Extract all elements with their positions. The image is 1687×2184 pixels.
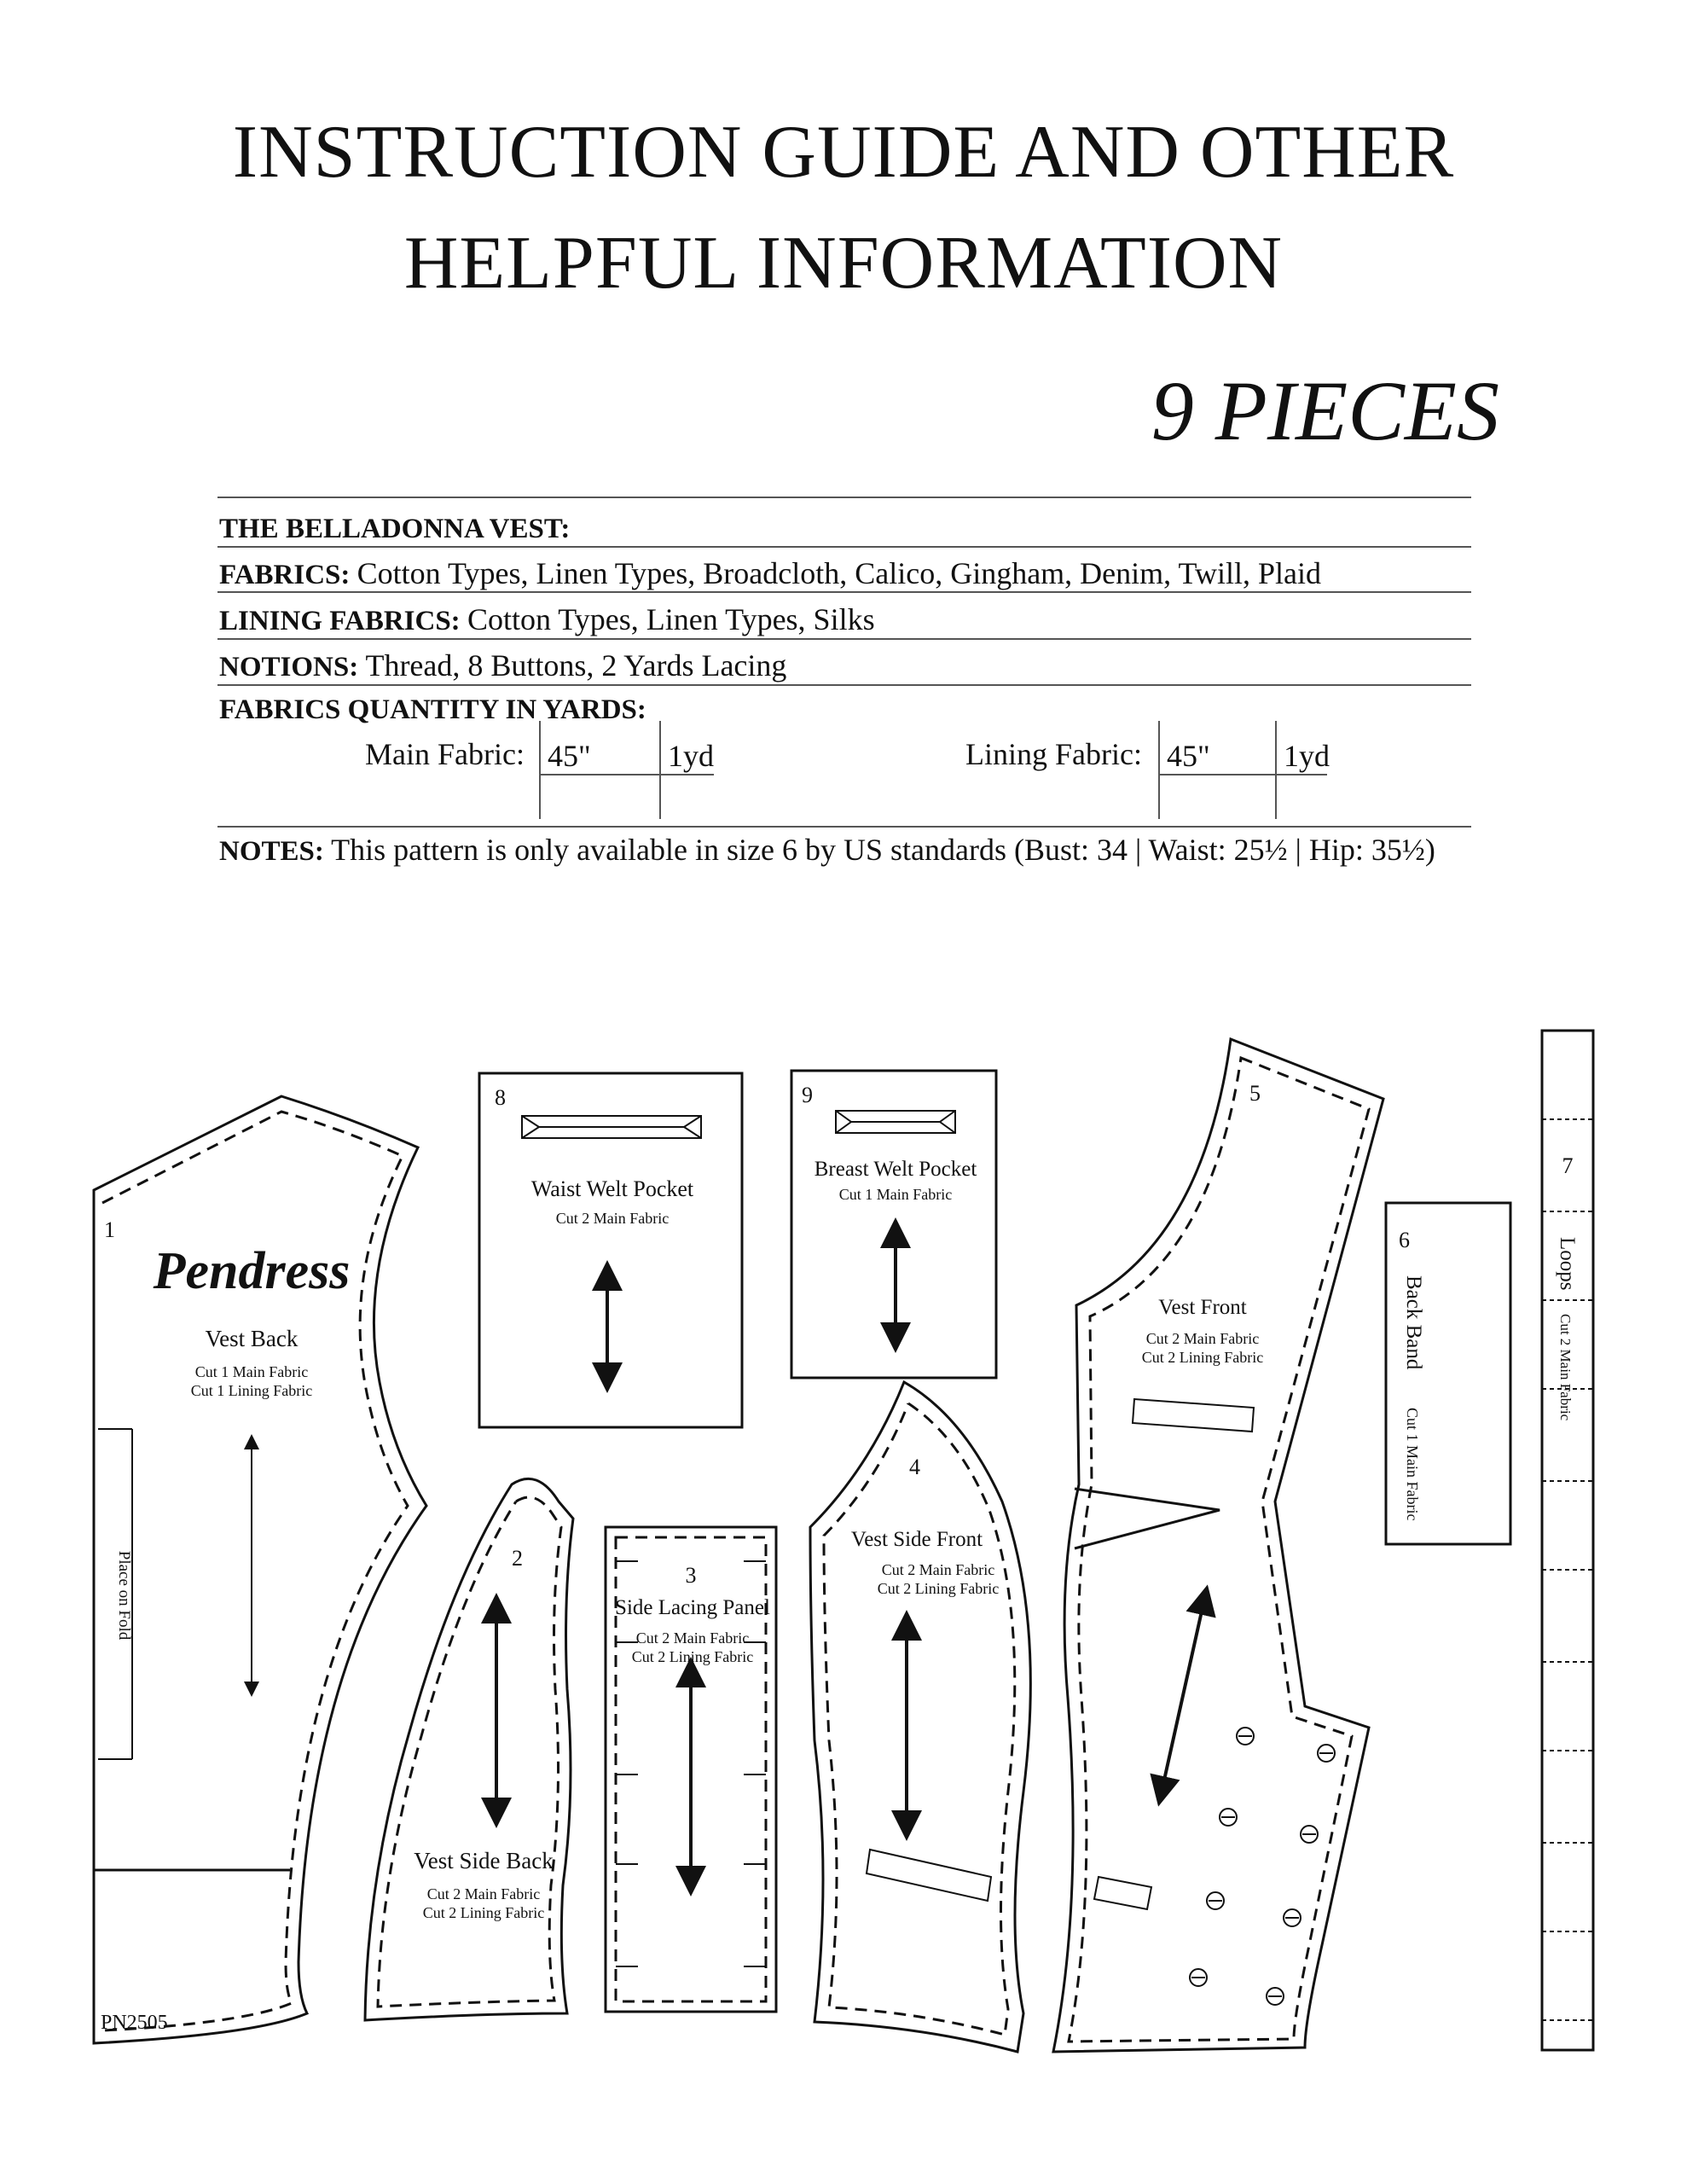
piece-name: Back Band <box>1402 1275 1425 1370</box>
piece-name: Breast Welt Pocket <box>814 1158 977 1181</box>
piece-number: 3 <box>685 1563 697 1588</box>
piece-number: 9 <box>802 1083 813 1107</box>
piece-cut: Cut 1 Main Fabric <box>194 1363 309 1380</box>
piece-vest-side-back <box>365 1478 573 2020</box>
piece-waist-welt-pocket <box>479 1073 742 1427</box>
brand-logo: Pendress <box>153 1242 351 1300</box>
piece-number: 7 <box>1562 1153 1574 1178</box>
lining-fabric-width: 45" <box>1167 739 1210 773</box>
piece-number: 6 <box>1399 1228 1410 1252</box>
piece-cut: Cut 1 Main Fabric <box>838 1186 953 1203</box>
fabrics-value: Cotton Types, Linen Types, Broadcloth, Calico, Gingham, Denim, Twill, Plaid <box>357 556 1321 590</box>
piece-cut: Cut 2 Main Fabric <box>1557 1314 1574 1421</box>
piece-name: Vest Front <box>1158 1296 1247 1319</box>
lining-fabric-label: Lining Fabric: <box>965 737 1142 771</box>
piece-cut: Cut 1 Main Fabric <box>1404 1408 1421 1521</box>
piece-name: Side Lacing Panel <box>615 1596 770 1619</box>
piece-name: Loops <box>1556 1237 1579 1291</box>
piece-vest-back <box>94 1096 426 2043</box>
piece-cut: Cut 2 Main Fabric <box>635 1629 750 1647</box>
piece-cut: Cut 2 Main Fabric <box>426 1885 541 1902</box>
piece-loops <box>1542 1031 1593 2050</box>
piece-name: Waist Welt Pocket <box>530 1176 694 1201</box>
piece-cut: Cut 2 Main Fabric <box>1145 1330 1260 1347</box>
piece-cut: Cut 2 Lining Fabric <box>1141 1349 1264 1366</box>
notions-value: Thread, 8 Buttons, 2 Yards Lacing <box>365 648 787 682</box>
main-fabric-label: Main Fabric: <box>365 737 525 771</box>
piece-cut: Cut 2 Lining Fabric <box>877 1580 1000 1597</box>
quantity-label: FABRICS QUANTITY IN YARDS: <box>219 694 646 725</box>
main-fabric-yards: 1yd <box>668 739 714 773</box>
piece-number: 5 <box>1249 1081 1261 1106</box>
guide-title-line-2: HELPFUL INFORMATION <box>403 222 1284 305</box>
piece-cut: Cut 1 Lining Fabric <box>190 1382 313 1399</box>
piece-breast-welt-pocket <box>791 1071 996 1378</box>
notions-label: NOTIONS: <box>219 652 359 682</box>
piece-vest-front <box>1053 1039 1383 2052</box>
notes-label: NOTES: <box>219 836 324 867</box>
piece-name: Vest Back <box>205 1326 299 1351</box>
fabrics-label: FABRICS: <box>219 560 351 590</box>
lining-label: LINING FABRICS: <box>219 606 461 636</box>
lining-fabric-yards: 1yd <box>1284 739 1330 773</box>
fold-label: Place on Fold <box>115 1550 133 1641</box>
guide-title-line-1: INSTRUCTION GUIDE AND OTHER <box>232 111 1455 194</box>
piece-number: 4 <box>909 1455 920 1479</box>
piece-number: 2 <box>512 1546 523 1571</box>
lining-value: Cotton Types, Linen Types, Silks <box>467 602 875 636</box>
product-name: THE BELLADONNA VEST: <box>219 514 571 544</box>
pattern-code: PN2505 <box>101 2012 168 2034</box>
piece-cut: Cut 2 Main Fabric <box>555 1210 670 1227</box>
pieces-count: 9 PIECES <box>1151 363 1499 458</box>
main-fabric-width: 45" <box>548 739 591 773</box>
piece-cut: Cut 2 Lining Fabric <box>631 1648 754 1665</box>
piece-name: Vest Side Front <box>850 1528 983 1551</box>
piece-cut: Cut 2 Lining Fabric <box>422 1904 545 1921</box>
piece-vest-side-front <box>810 1382 1030 2052</box>
piece-cut: Cut 2 Main Fabric <box>881 1561 995 1578</box>
piece-number: 1 <box>104 1217 115 1242</box>
piece-name: Vest Side Back <box>414 1848 554 1873</box>
notes-value: This pattern is only available in size 6 by US standards (Bust: 34 | Waist: 25½ | Hip: 35½) <box>331 833 1435 867</box>
piece-number: 8 <box>495 1085 506 1110</box>
